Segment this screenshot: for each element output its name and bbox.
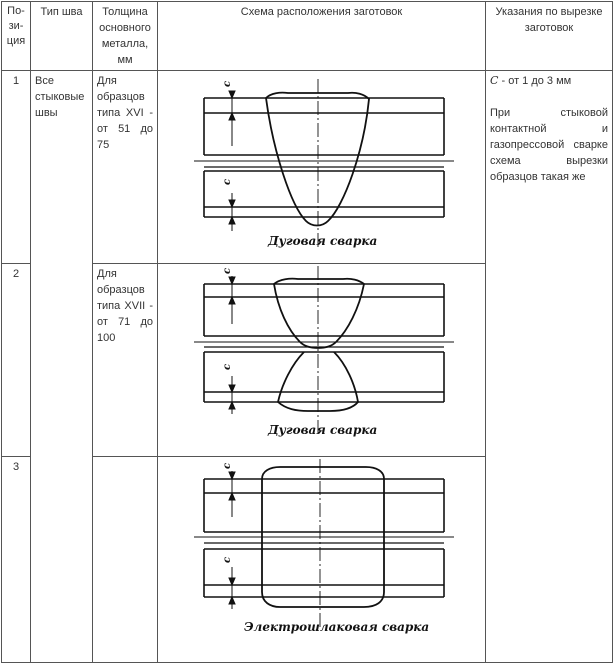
dimension-c-label: c [222, 462, 233, 469]
header-seam-type: Тип шва [31, 2, 93, 71]
table-header-row [2, 2, 613, 71]
arc-welding-diagram-xvi [158, 71, 486, 263]
row-2-position: 2 [2, 264, 31, 457]
row-3-diagram [158, 457, 486, 663]
header-scheme: Схема расположения заготовок [158, 2, 486, 71]
instructions-note: При стыковой контактной и газопрессовой сварке схема вырезки образцов такая же [490, 107, 608, 183]
diagram-caption: Дуговая сварка [268, 234, 378, 248]
arc-welding-diagram-xvii [158, 264, 486, 456]
table-row [2, 71, 613, 264]
electroslag-welding-diagram [158, 457, 486, 662]
row-1-position: 1 [2, 71, 31, 264]
instructions-cell [486, 71, 613, 663]
dimension-c-label: c [222, 80, 233, 87]
c-range: - от 1 до 3 мм [498, 75, 572, 87]
cutting-scheme-table [1, 1, 613, 663]
c-range-text [490, 73, 608, 89]
row-3-thickness [93, 457, 158, 663]
diagram-caption: Электрошлаковая сварка [244, 620, 430, 634]
dimension-c-label: c [222, 556, 233, 563]
diagram-caption: Дуговая сварка [268, 423, 378, 437]
c-symbol: C [490, 74, 499, 87]
row-2-diagram [158, 264, 486, 457]
header-position: По- зи- ция [2, 2, 31, 71]
row-2-thickness: Для образцов типа XVII - от 71 до 100 [93, 264, 158, 457]
dimension-c-label: c [222, 267, 233, 274]
row-1-thickness: Для образцов типа XVI - от 51 до 75 [93, 71, 158, 264]
row-seam-type: Все стыковые швы [31, 71, 93, 663]
row-1-diagram [158, 71, 486, 264]
dimension-c-label: c [222, 363, 233, 370]
header-instructions: Указания по вырезке заготовок [486, 2, 613, 71]
header-thickness: Толщина основного металла, мм [93, 2, 158, 71]
dimension-c-label: c [222, 178, 233, 185]
row-3-position: 3 [2, 457, 31, 663]
